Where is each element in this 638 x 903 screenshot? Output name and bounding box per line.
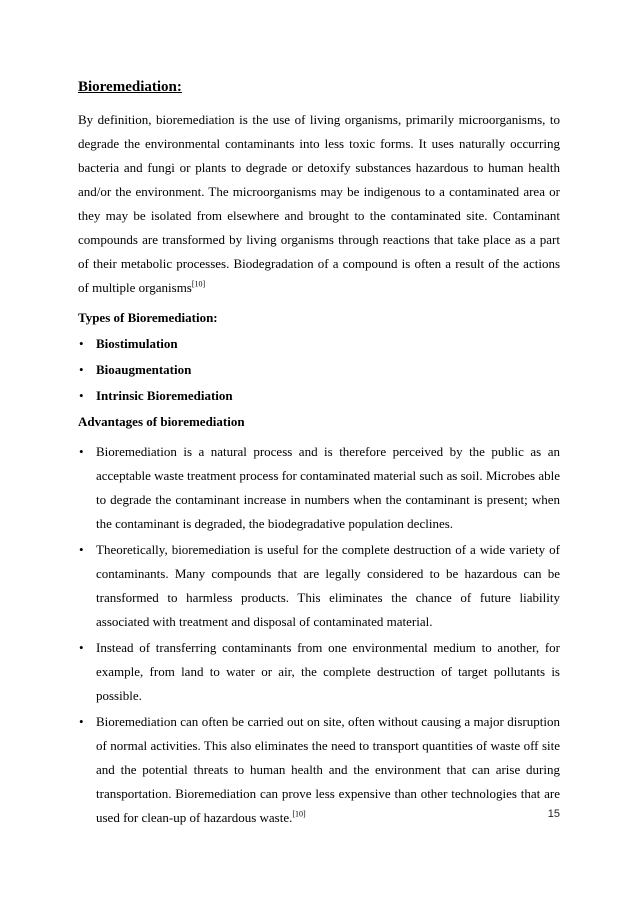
advantage-item-3 — [78, 636, 560, 708]
advantage-item-1 — [78, 440, 560, 536]
types-item-bioaugmentation: • Bioaugmentation — [78, 360, 560, 380]
advantages-heading: Advantages of bioremediation — [78, 414, 245, 429]
types-list — [78, 334, 560, 406]
advantage-reference: [10] — [292, 809, 306, 819]
types-item-intrinsic: • Intrinsic Bioremediation — [78, 386, 560, 406]
advantages-list — [78, 440, 560, 830]
advantage-text-2: Theoretically, bioremediation is useful for the complete destruction of a wide variety of contaminants. Many compounds that are legally considered to be hazardous can be transformed to harmless products. This eliminates the chance of future liability associated with treatment and disposal of contaminated material. — [96, 542, 560, 629]
intro-text: By definition, bioremediation is the use of living organisms, primarily microorganisms, to degrade the environmental contaminants into less toxic forms. It uses naturally occurring bacteria and fungi or plants to degrade or detoxify substances hazardous to human health and/or the environment. The microorganisms may be indigenous to a contaminated area or they may be isolated from elsewhere and brought to the contaminated site. Contaminant compounds are transformed by living organisms through reactions that take place as a part of their metabolic processes. Biodegradation of a compound is often a result of the actions of multiple organisms — [78, 112, 560, 295]
advantage-item-4 — [78, 710, 560, 830]
types-item-biostimulation: • Biostimulation — [78, 334, 560, 354]
advantage-text-4: Bioremediation can often be carried out on site, often without causing a major disruption of normal activities. This also eliminates the need to transport quantities of waste off site and the potential threats to human health and the environment that can arise during transportation. Bioremediation can prove less expensive than other technologies that are used for clean-up of hazardous waste. — [96, 714, 560, 825]
advantage-text-1: Bioremediation is a natural process and is therefore perceived by the public as an acceptable waste treatment process for contaminated material such as soil. Microbes able to degrade the contaminant increase in numbers when the contaminant is present; when the contaminant is degraded, the biodegradative population declines. — [96, 444, 560, 531]
intro-paragraph — [78, 108, 560, 300]
intro-reference: [10] — [191, 279, 206, 289]
page-number: 15 — [547, 808, 560, 820]
advantage-item-2 — [78, 538, 560, 634]
types-heading: Types of Bioremediation: — [78, 310, 218, 325]
advantage-text-3: Instead of transferring contaminants from one environmental medium to another, for example, from land to water or air, the complete destruction of target pollutants is possible. — [96, 640, 560, 703]
section-title: Bioremediation: — [78, 79, 182, 95]
document-page — [78, 78, 560, 832]
